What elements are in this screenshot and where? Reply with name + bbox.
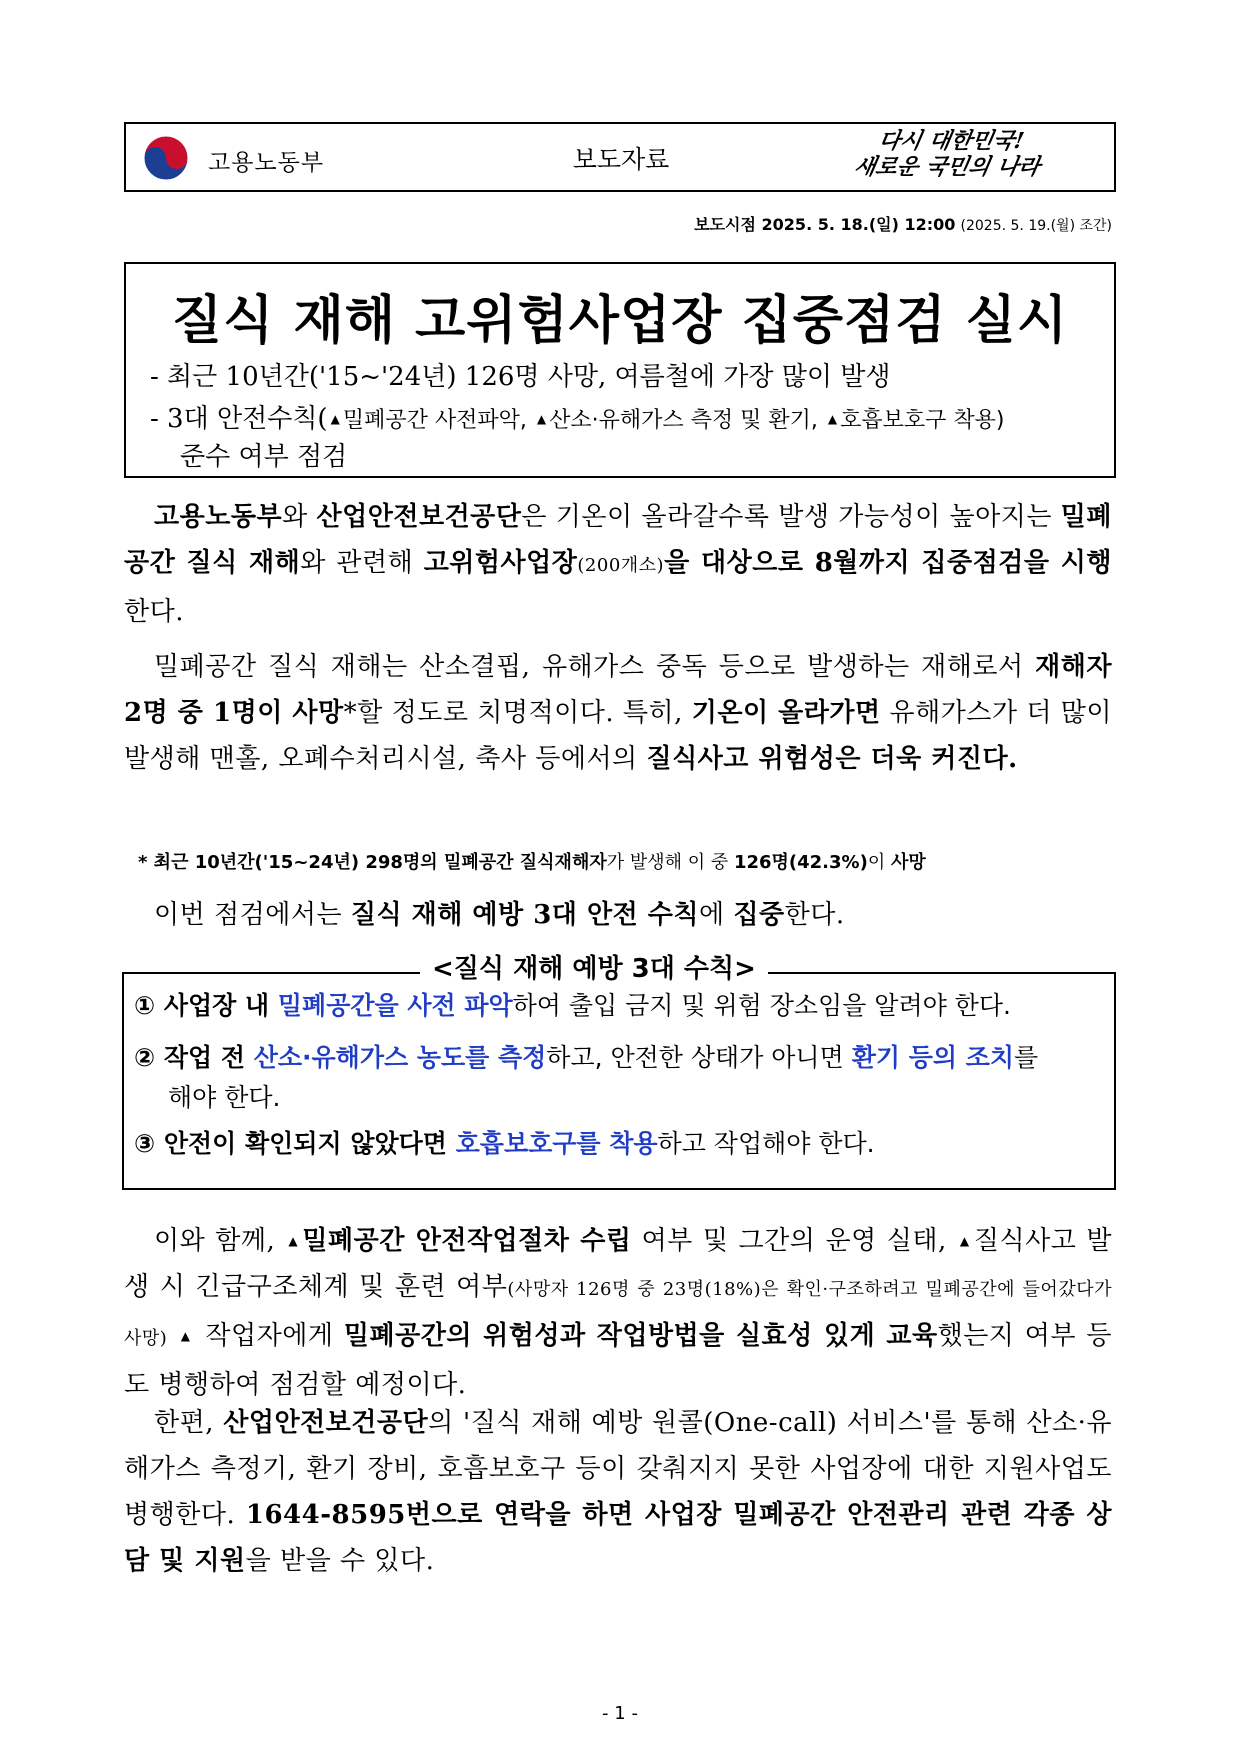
page-number: - 1 - <box>602 1703 638 1724</box>
footnote-bold: 사망 <box>890 852 926 873</box>
rule-text: 하고, 안전한 상태가 아니면 <box>546 1043 852 1072</box>
p1-ministry: 고용노동부 <box>154 502 283 532</box>
rule-number: ③ <box>134 1129 164 1158</box>
p3-text: 이번 점검에서는 <box>154 900 351 930</box>
footnote <box>138 848 926 874</box>
rule-3 <box>134 1124 1104 1164</box>
triangle-bullet-icon: ▲ <box>959 1234 971 1248</box>
subtitle-2-item-2: 산소·유해가스 측정 및 환기, <box>549 408 818 433</box>
p2-text: 밀폐공간 질식 재해는 산소결핍, 유해가스 중독 등으로 발생하는 재해로서 <box>154 652 1036 682</box>
footnote-bold: 126명(42.3%) <box>733 852 868 873</box>
paragraph-3 <box>124 892 1112 938</box>
p5-text: 을 받을 수 있다. <box>245 1546 435 1576</box>
subtitle-2-prefix: - 3대 안전수칙( <box>150 404 328 434</box>
p2-bold: 기온이 올라가면 <box>691 698 881 728</box>
p4-text: 했는지 여부 등도 병행하여 점검할 예정이다. <box>124 1321 1113 1400</box>
rule-highlight: 호흡보호구를 착용 <box>455 1129 658 1158</box>
rule-text: 를 <box>1014 1043 1039 1072</box>
doc-type-label: 보도자료 <box>572 145 670 174</box>
p3-text: 한다. <box>784 900 845 930</box>
p2-bold: 재해자 2명 중 1명이 사망 <box>124 652 1112 728</box>
paragraph-1 <box>124 494 1112 635</box>
ministry-name: 고용노동부 <box>208 150 325 176</box>
footnote-text: 가 발생해 이 중 <box>606 852 734 873</box>
rule-text: 하여 출입 금지 및 위험 장소임을 알려야 한다. <box>512 991 1011 1020</box>
p3-bold: 집중 <box>733 900 785 930</box>
p3-text: 에 <box>698 900 734 930</box>
slogan-line-1: 다시 대한민국! <box>876 128 1027 154</box>
p4-text: 작업자에게 <box>195 1321 344 1351</box>
rule-bold: 안전이 확인되지 않았다면 <box>163 1129 456 1158</box>
rule-number: ② <box>134 1043 164 1072</box>
p2-bold: 질식사고 위험성은 더욱 커진다. <box>646 744 1018 774</box>
rule-text: 하고 작업해야 한다. <box>657 1129 875 1158</box>
triangle-bullet-icon: ▲ <box>827 412 838 426</box>
p5-bold: 1644-8595번으로 연락을 하면 사업장 밀폐공간 안전관리 관련 각종 상담 및 지원 <box>124 1500 1112 1576</box>
p2-text: 유해가스가 더 많이 발생해 맨홀, 오폐수처리시설, 축사 등에서의 <box>124 698 1112 774</box>
p3-bold: 질식 재해 예방 3대 안전 수칙 <box>350 900 699 930</box>
p1-text: 와 <box>282 502 317 532</box>
subtitle-2 <box>150 398 1004 435</box>
p1-bold: 고위험사업장 <box>423 548 578 578</box>
rule-highlight: 산소·유해가스 농도를 측정 <box>253 1043 547 1072</box>
p1-text: 은 기온이 올라갈수록 발생 가능성이 높아지는 <box>521 502 1061 532</box>
paragraph-4 <box>124 1218 1112 1408</box>
footnote-text: 이 <box>867 852 891 873</box>
slogan-line-2: 새로운 국민의 나라 <box>852 154 1043 180</box>
p1-bold: 밀폐공간 질식 재해 <box>124 502 1112 578</box>
rule-1 <box>134 986 1104 1026</box>
rule-2 <box>134 1038 1104 1118</box>
subtitle-2-item-3: 호흡보호구 착용) <box>840 408 1005 433</box>
paragraph-5 <box>124 1400 1112 1584</box>
subtitle-2-continuation: 준수 여부 점검 <box>180 442 348 472</box>
p4-bold: 밀폐공간 안전작업절차 수립 <box>302 1226 632 1256</box>
taegeuk-logo-icon <box>140 134 196 182</box>
p2-text: *할 정도로 치명적이다. 특히, <box>343 698 692 728</box>
triangle-bullet-icon: ▲ <box>536 412 547 426</box>
paragraph-2 <box>124 644 1112 782</box>
rule-bold: 작업 전 <box>163 1043 254 1072</box>
p1-count: (200개소) <box>577 555 665 576</box>
p1-text: 와 관련해 <box>300 548 424 578</box>
p5-text: 의 '질식 재해 예방 원콜(One-call) 서비스'를 통해 산소·유해가스 측정기, 환기 장비, 호흡보호구 등이 갖춰지지 못한 사업장에 대한 지원사업도 병행한다. <box>124 1408 1113 1530</box>
p5-text: 한편, <box>154 1408 224 1438</box>
rule-text: 해야 한다. <box>168 1083 281 1112</box>
footnote-bold: * 최근 10년간('15~24년) 298명의 밀폐공간 질식재해자 <box>138 852 607 873</box>
slogan-calligraphy <box>841 128 1102 188</box>
p4-note: (사망자 126명 중 23명(18%)은 확인·구조하려고 밀폐공간에 들어갔다가 사망) <box>124 1279 1112 1349</box>
p5-bold: 산업안전보건공단 <box>223 1408 429 1438</box>
rule-highlight: 환기 등의 조치 <box>851 1043 1014 1072</box>
title-box <box>124 262 1116 478</box>
triangle-bullet-icon: ▲ <box>288 1234 300 1248</box>
release-main: 보도시점 2025. 5. 18.(일) 12:00 <box>694 215 956 234</box>
rule-bold: 사업장 내 <box>163 991 278 1020</box>
rule-highlight: 밀폐공간을 사전 파악 <box>277 991 513 1020</box>
p4-text: 여부 및 그간의 운영 실태, <box>631 1226 957 1256</box>
p1-agency: 산업안전보건공단 <box>316 502 522 532</box>
p1-bold: 을 대상으로 8월까지 집중점검을 시행 <box>664 548 1112 578</box>
rules-box <box>122 972 1116 1190</box>
release-sub: (2025. 5. 19.(월) 조간) <box>960 218 1112 234</box>
page-title: 질식 재해 고위험사업장 집중점검 실시 <box>171 291 1069 351</box>
subtitle-2-item-1: 밀폐공간 사전파악, <box>342 408 527 433</box>
p4-text: 이와 함께, <box>154 1226 286 1256</box>
p1-text: 한다. <box>124 597 184 627</box>
rule-number: ① <box>134 991 164 1020</box>
header-box <box>124 122 1116 192</box>
p4-bold: 밀폐공간의 위험성과 작업방법을 실효성 있게 교육 <box>343 1321 938 1351</box>
triangle-bullet-icon: ▲ <box>180 1329 193 1343</box>
rules-title: <질식 재해 예방 3대 수칙> <box>420 948 768 985</box>
p4-text: 질식사고 발생 시 긴급구조체계 및 훈련 여부 <box>124 1226 1112 1302</box>
release-time <box>124 212 1112 235</box>
subtitle-1: - 최근 10년간('15~'24년) 126명 사망, 여름철에 가장 많이 발생 <box>150 362 891 392</box>
triangle-bullet-icon: ▲ <box>330 412 340 426</box>
